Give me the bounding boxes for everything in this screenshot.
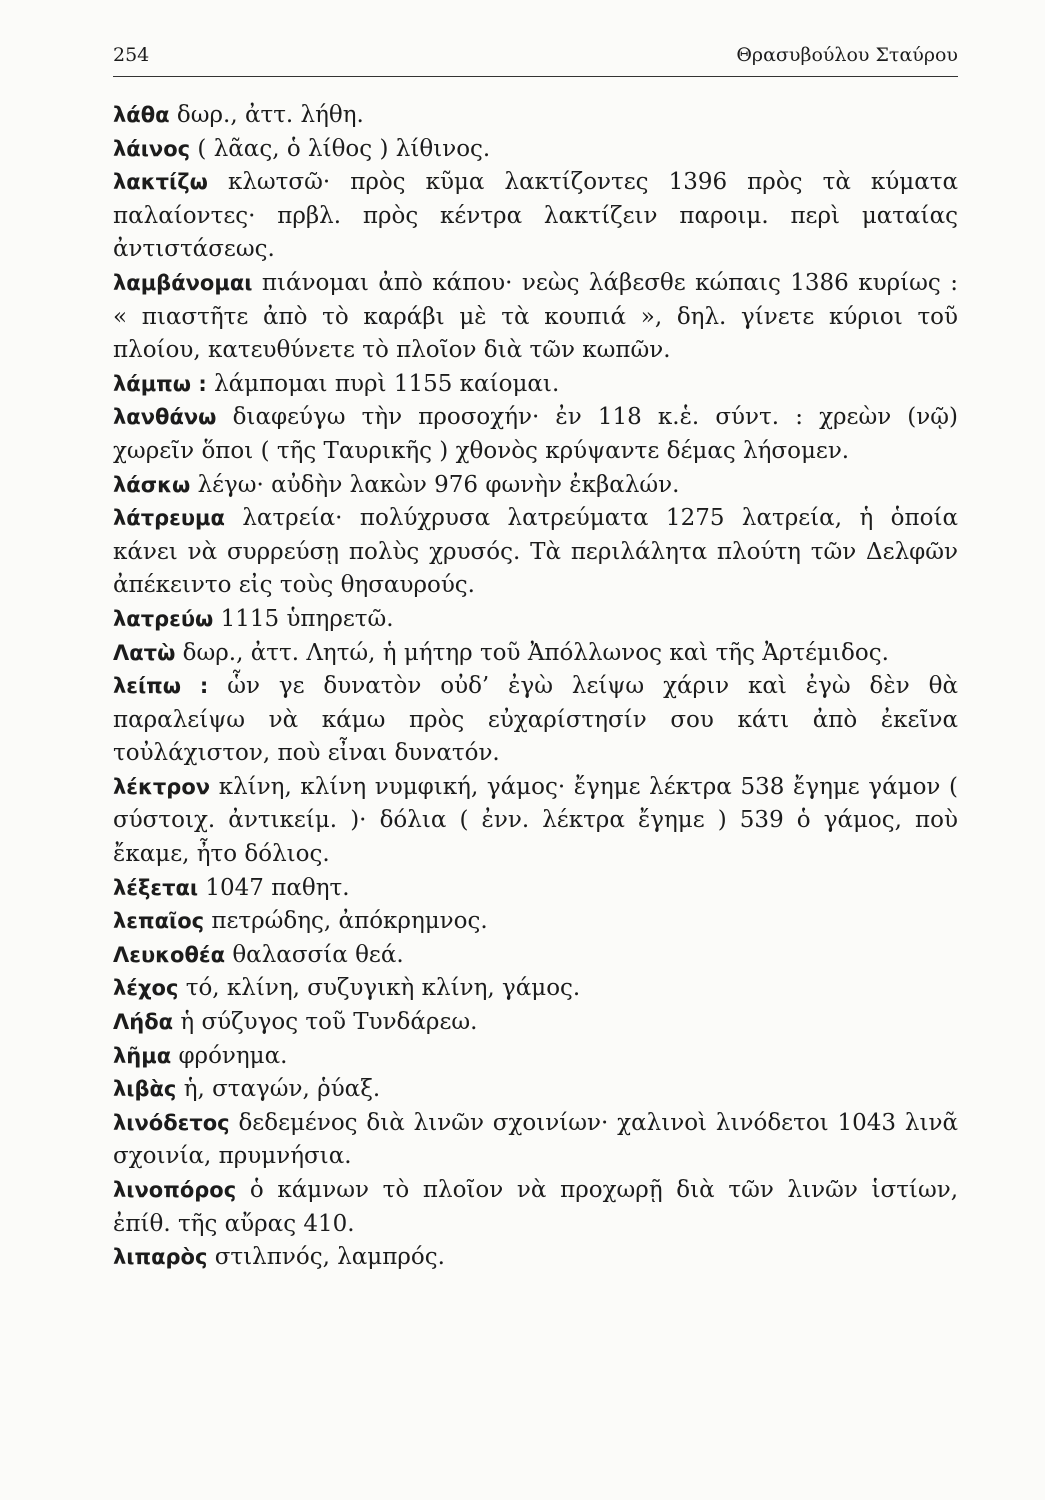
- glossary-entry: [113, 502, 958, 603]
- glossary-entry: [113, 637, 958, 671]
- glossary-entry: [113, 133, 958, 167]
- entry-definition: διαφεύγω τὴν προσοχήν· ἐν 118 κ.ἑ. σύντ. : χρεὼν (νῷ) χωρεῖν ὅποι ( τῆς Ταυρικῆς ) χθονὸς κρύψαντε δέμας λήσομεν.: [113, 404, 958, 464]
- entry-definition: 1047 παθητ.: [205, 874, 350, 901]
- glossary-entry: [113, 1006, 958, 1040]
- glossary-entry: [113, 1107, 958, 1174]
- entry-lemma: λινόδετος: [113, 1110, 230, 1135]
- entry-definition: ( λᾶας, ὁ λίθος ) λίθινος.: [197, 135, 491, 162]
- glossary-entry: [113, 771, 958, 872]
- entry-definition: 1115 ὑπηρετῶ.: [220, 605, 394, 632]
- entry-lemma: λαμβάνομαι: [113, 270, 253, 295]
- entry-lemma: λείπω :: [113, 674, 209, 699]
- entry-definition: ὧν γε δυνατὸν οὐδ’ ἐγὼ λείψω χάριν καὶ ἐγὼ δὲν θὰ παραλείψω νὰ κάμω πρὸς εὐχαρίστησίν σου κάτι ἀπὸ ἐκεῖνα τοὐλάχιστον, ποὺ εἶναι δυνατόν.: [113, 673, 958, 767]
- entry-lemma: λακτίζω: [113, 170, 208, 195]
- entry-lemma: λάσκω: [113, 472, 191, 497]
- entry-definition: λέγω· αὐδὴν λακὼν 976 φωνὴν ἐκβαλών.: [197, 471, 680, 498]
- entry-lemma: λάθα: [113, 103, 170, 127]
- glossary-entry: [113, 1241, 958, 1275]
- glossary-entry: [113, 99, 958, 133]
- glossary-entry: [113, 166, 958, 267]
- glossary-entry: [113, 368, 958, 402]
- entry-lemma: Λατὼ: [113, 640, 176, 665]
- glossary-entry: [113, 401, 958, 468]
- entry-lemma: Λευκοθέα: [113, 942, 226, 967]
- glossary-entry: [113, 670, 958, 771]
- entry-lemma: λιβὰς: [113, 1077, 177, 1102]
- glossary-entry: [113, 905, 958, 939]
- entry-definition: λάμπομαι πυρὶ 1155 καίομαι.: [214, 370, 560, 397]
- running-title: Θρασυβούλου Σταύρου: [736, 44, 958, 66]
- entry-lemma: λιπαρὸς: [113, 1245, 208, 1270]
- entry-lemma: λῆμα: [113, 1043, 172, 1068]
- entry-lemma: λέχος: [113, 976, 179, 1001]
- entry-definition: ὁ κάμνων τὸ πλοῖον νὰ προχωρῇ διὰ τῶν λινῶν ἱστίων, ἐπίθ. τῆς αὔρας 410.: [113, 1177, 958, 1237]
- entry-definition: ἡ σύζυγος τοῦ Τυνδάρεω.: [180, 1009, 478, 1036]
- entry-lemma: λέξεται: [113, 875, 199, 900]
- glossary-entry: [113, 939, 958, 973]
- entry-lemma: λατρεύω: [113, 606, 214, 631]
- entry-lemma: λάμπω :: [113, 371, 207, 396]
- glossary-entry: [113, 267, 958, 368]
- entry-definition: πιάνομαι ἀπὸ κάπου· νεὼς λάβεσθε κώπαις 1386 κυρίως : « πιαστῆτε ἀπὸ τὸ καράβι μὲ τὰ κουπιά », δηλ. γίνετε κύριοι τοῦ πλοίου, κατευθύνετε τὸ πλοῖον διὰ τῶν κωπῶν.: [113, 269, 959, 364]
- glossary-entry: [113, 1174, 958, 1241]
- entry-lemma: λανθάνω: [113, 405, 217, 430]
- glossary-entry: [113, 872, 958, 906]
- entry-definition: θαλασσία θεά.: [232, 941, 404, 968]
- entry-definition: τό, κλίνη, συζυγικὴ κλίνη, γάμος.: [185, 975, 581, 1002]
- glossary-entry: [113, 1073, 958, 1107]
- entry-definition: κλίνη, κλίνη νυμφική, γάμος· ἔγημε λέκτρα 538 ἔγημε γάμον ( σύστοιχ. ἀντικείμ. )· δόλια ( ἐνν. λέκτρα ἔγημε ) 539 ὁ γάμος, ποὺ ἔκαμε, ἦτο δόλιος.: [113, 773, 959, 868]
- entry-definition: στιλπνός, λαμπρός.: [214, 1244, 445, 1271]
- entry-lemma: λάινος: [113, 136, 191, 161]
- entry-definition: πετρώδης, ἀπόκρημνος.: [211, 908, 488, 935]
- glossary-entry: [113, 1040, 958, 1074]
- glossary-entry: [113, 469, 958, 503]
- entry-definition: λατρεία· πολύχρυσα λατρεύματα 1275 λατρεία, ἡ ὁποία κάνει νὰ συρρεύσῃ πολὺς χρυσός. Τὰ περιλάλητα πλούτη τῶν Δελφῶν ἀπέκειντο εἰς τοὺς θησαυρούς.: [113, 505, 959, 599]
- glossary-entry: [113, 603, 958, 637]
- entry-definition: δωρ., ἀττ. λήθη.: [176, 102, 364, 128]
- page-number: 254: [113, 44, 150, 66]
- entry-definition: δωρ., ἀττ. Λητώ, ἡ μήτηρ τοῦ Ἀπόλλωνος καὶ τῆς Ἀρτέμιδος.: [182, 639, 889, 666]
- entry-lemma: λέκτρον: [113, 774, 211, 799]
- entry-definition: δεδεμένος διὰ λινῶν σχοινίων· χαλινοὶ λινόδετοι 1043 λινᾶ σχοινία, πρυμνήσια.: [113, 1109, 958, 1170]
- glossary-entry: [113, 972, 958, 1006]
- entry-lemma: λεπαῖος: [113, 909, 205, 934]
- entry-lemma: λάτρευμα: [113, 506, 225, 531]
- entry-definition: ἡ, σταγών, ῥύαξ.: [183, 1076, 381, 1103]
- dictionary-page: [113, 44, 958, 1275]
- entry-lemma: λινοπόρος: [113, 1178, 237, 1202]
- entry-definition: φρόνημα.: [178, 1042, 288, 1069]
- glossary-entries: [113, 99, 958, 1275]
- entry-lemma: Λήδα: [113, 1010, 174, 1035]
- entry-definition: κλωτσῶ· πρὸς κῦμα λακτίζοντες 1396 πρὸς τὰ κύματα παλαίοντες· πρβλ. πρὸς κέντρα λακτίζειν παροιμ. περὶ ματαίας ἀντιστάσεως.: [113, 169, 959, 263]
- page-header: [113, 44, 958, 77]
